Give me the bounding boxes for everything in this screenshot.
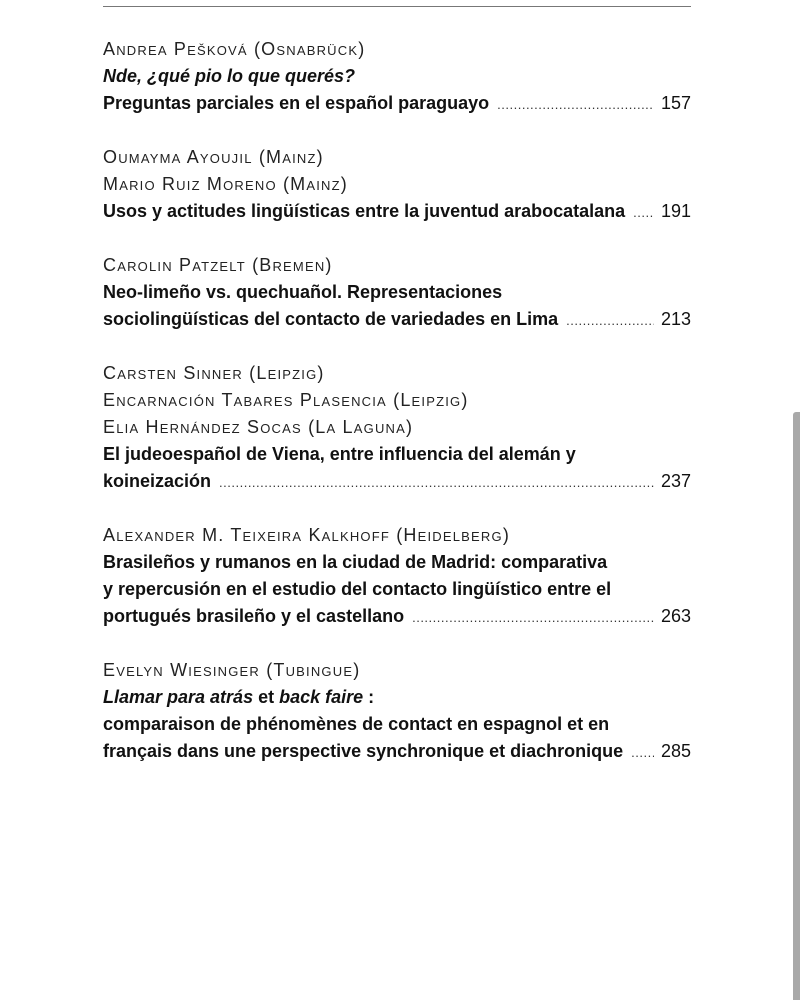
page-number: 237 bbox=[660, 471, 691, 491]
table-of-contents bbox=[103, 36, 691, 792]
page-number: 263 bbox=[660, 606, 691, 626]
page-number: 191 bbox=[660, 201, 691, 221]
chapter-title-text: koineización bbox=[103, 471, 212, 491]
top-rule bbox=[103, 6, 691, 7]
author-name: Carolin Patzelt (Bremen) bbox=[103, 255, 333, 275]
chapter-title-colon: : bbox=[363, 687, 375, 707]
chapter-title-text: Preguntas parciales en el español paraguayo bbox=[103, 93, 490, 113]
chapter-title-line bbox=[103, 684, 691, 711]
dot-leader bbox=[497, 91, 654, 117]
page-number: 157 bbox=[660, 93, 691, 113]
chapter-title-last-line[interactable] bbox=[103, 198, 691, 225]
chapter-title-line: comparaison de phénomènes de contact en espagnol et en bbox=[103, 714, 610, 734]
toc-entry bbox=[103, 522, 691, 630]
page-number: 285 bbox=[660, 741, 691, 761]
author-name: Elia Hernández Socas (La Laguna) bbox=[103, 417, 414, 437]
chapter-title-line: Neo-limeño vs. quechuañol. Representaciones bbox=[103, 282, 503, 302]
chapter-title-line bbox=[103, 63, 691, 90]
toc-entry bbox=[103, 252, 691, 333]
toc-entry bbox=[103, 657, 691, 765]
page-number: 213 bbox=[660, 309, 691, 329]
toc-entry bbox=[103, 36, 691, 117]
chapter-title-last-line[interactable] bbox=[103, 603, 691, 630]
chapter-title-text: français dans une perspective synchronique et diachronique bbox=[103, 741, 624, 761]
chapter-title-line: Brasileños y rumanos en la ciudad de Madrid: comparativa bbox=[103, 552, 608, 572]
chapter-title-italic: Nde, ¿qué pio lo que querés? bbox=[103, 66, 356, 86]
dot-leader bbox=[219, 469, 654, 495]
author-name: Oumayma Ayoujil (Mainz) bbox=[103, 147, 324, 167]
toc-entry bbox=[103, 360, 691, 495]
chapter-title-text: sociolingüísticas del contacto de variedades en Lima bbox=[103, 309, 559, 329]
chapter-title-italic: back faire bbox=[279, 687, 364, 707]
dot-leader bbox=[566, 307, 654, 333]
chapter-title-last-line[interactable] bbox=[103, 90, 691, 117]
dot-leader bbox=[412, 604, 654, 630]
dot-leader bbox=[633, 199, 654, 225]
chapter-title-text: Usos y actitudes lingüísticas entre la juventud arabocatalana bbox=[103, 201, 626, 221]
chapter-title-text: portugués brasileño y el castellano bbox=[103, 606, 405, 626]
author-name: Encarnación Tabares Plasencia (Leipzig) bbox=[103, 390, 469, 410]
chapter-title-line: y repercusión en el estudio del contacto lingüístico entre el bbox=[103, 579, 612, 599]
chapter-title-line: El judeoespañol de Viena, entre influencia del alemán y bbox=[103, 444, 576, 464]
chapter-title-last-line[interactable] bbox=[103, 306, 691, 333]
chapter-title-last-line[interactable] bbox=[103, 468, 691, 495]
author-name: Evelyn Wiesinger (Tubingue) bbox=[103, 660, 361, 680]
chapter-title-italic: Llamar para atrás bbox=[103, 687, 254, 707]
toc-entry bbox=[103, 144, 691, 225]
author-name: Andrea Pešková (Osnabrück) bbox=[103, 39, 366, 59]
vertical-scrollbar[interactable] bbox=[793, 412, 800, 1000]
author-name: Carsten Sinner (Leipzig) bbox=[103, 363, 325, 383]
author-name: Mario Ruiz Moreno (Mainz) bbox=[103, 174, 348, 194]
chapter-title-connector: et bbox=[253, 687, 280, 707]
dot-leader bbox=[631, 739, 654, 765]
chapter-title-last-line[interactable] bbox=[103, 738, 691, 765]
author-name: Alexander M. Teixeira Kalkhoff (Heidelberg) bbox=[103, 525, 511, 545]
